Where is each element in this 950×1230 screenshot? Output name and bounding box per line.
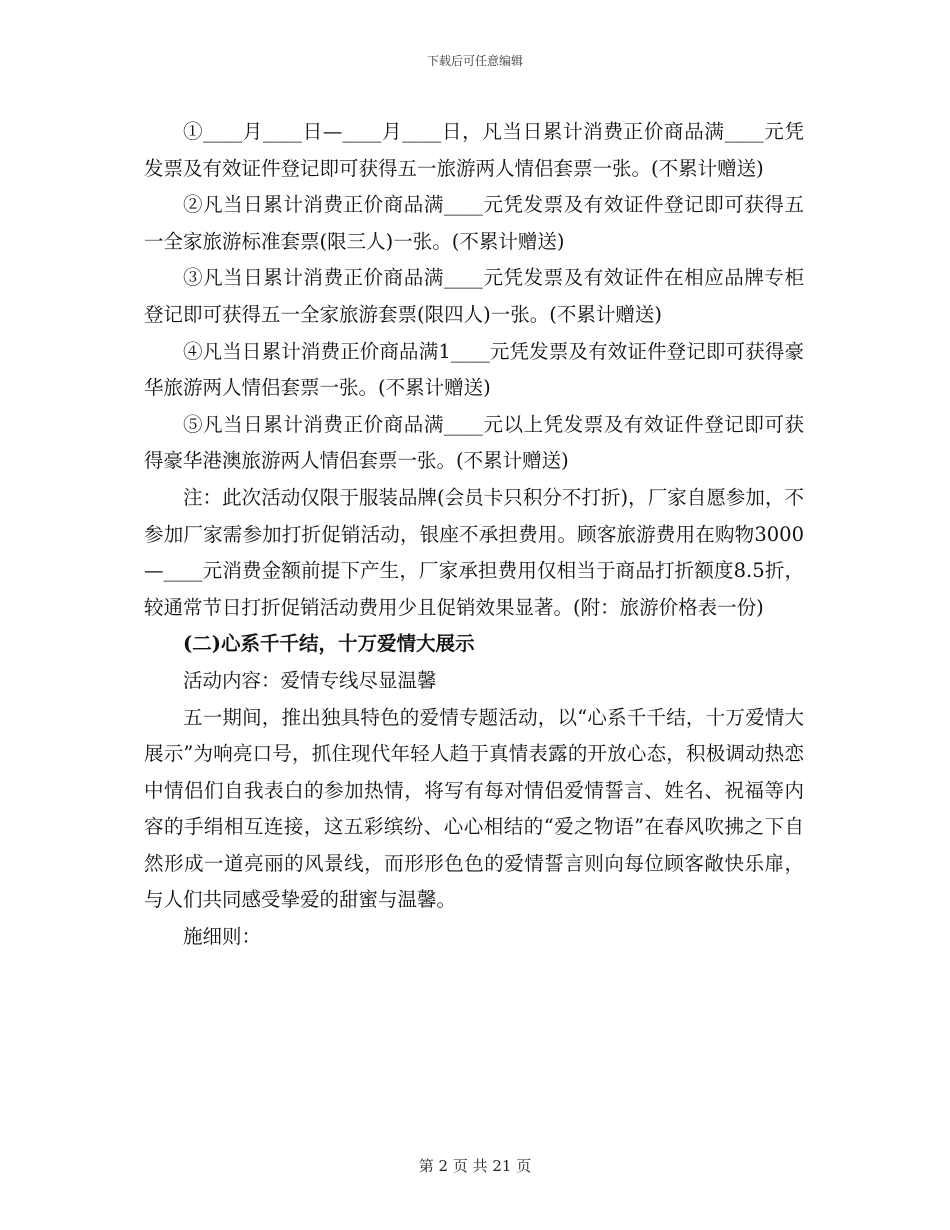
section-heading: (二)心系千千结，十万爱情大展示: [183, 632, 475, 656]
paragraph-note: 注：此次活动仅限于服装品牌(会员卡只积分不打折)，厂家自愿参加，不参加厂家需参加打折促销活动，银座不承担费用。顾客旅游费用在购物3000—____元消费金额前提下产生，厂家承担费用仅相当于商品打折额度8.5折，较通常节日打折促销活动费用少且促销效果显著。(附：旅游价格表一份): [144, 485, 804, 619]
paragraph-offer-2: ②凡当日累计消费正价商品满____元凭发票及有效证件登记即可获得五一全家旅游标准套票(限三人)一张。(不累计赠送): [144, 193, 804, 253]
paragraph-activity-description: 五一期间，推出独具特色的爱情专题活动，以“心系千千结，十万爱情大展示”为响亮口号，抓住现代年轻人趋于真情表露的开放心态，积极调动热恋中情侣们自我表白的参加热情，将写有每对情侣爱情誓言、姓名、祝福等内容的手绢相互连接，这五彩缤纷、心心相结的“爱之物语”在春风吹拂之下自然形成一道亮丽的风景线，而形形色色的爱情誓言则向每位顾客敞快乐扉，与人们共同感受挚爱的甜蜜与温馨。: [144, 705, 804, 912]
paragraph-offer-4: ④凡当日累计消费正价商品满1____元凭发票及有效证件登记即可获得豪华旅游两人情侣套票一张。(不累计赠送): [144, 339, 804, 400]
paragraph-offer-5: ⑤凡当日累计消费正价商品满____元以上凭发票及有效证件登记即可获得豪华港澳旅游两人情侣套票一张。(不累计赠送): [144, 412, 804, 473]
page-header-note: 下载后可任意编辑: [426, 54, 523, 68]
page-number: 第 2 页 共 21 页: [418, 1157, 532, 1175]
paragraph-offer-3: ③凡当日累计消费正价商品满____元凭发票及有效证件在相应品牌专柜登记即可获得五一全家旅游套票(限四人)一张。(不累计赠送): [144, 266, 804, 326]
paragraph-activity-content: 活动内容：爱情专线尽显温馨: [183, 668, 437, 692]
paragraph-rules-label: 施细则：: [183, 925, 262, 949]
paragraph-offer-1: ①____月____日—____月____日，凡当日累计消费正价商品满____元凭发票及有效证件登记即可获得五一旅游两人情侣套票一张。(不累计赠送): [144, 120, 804, 180]
document-body: [144, 114, 804, 956]
